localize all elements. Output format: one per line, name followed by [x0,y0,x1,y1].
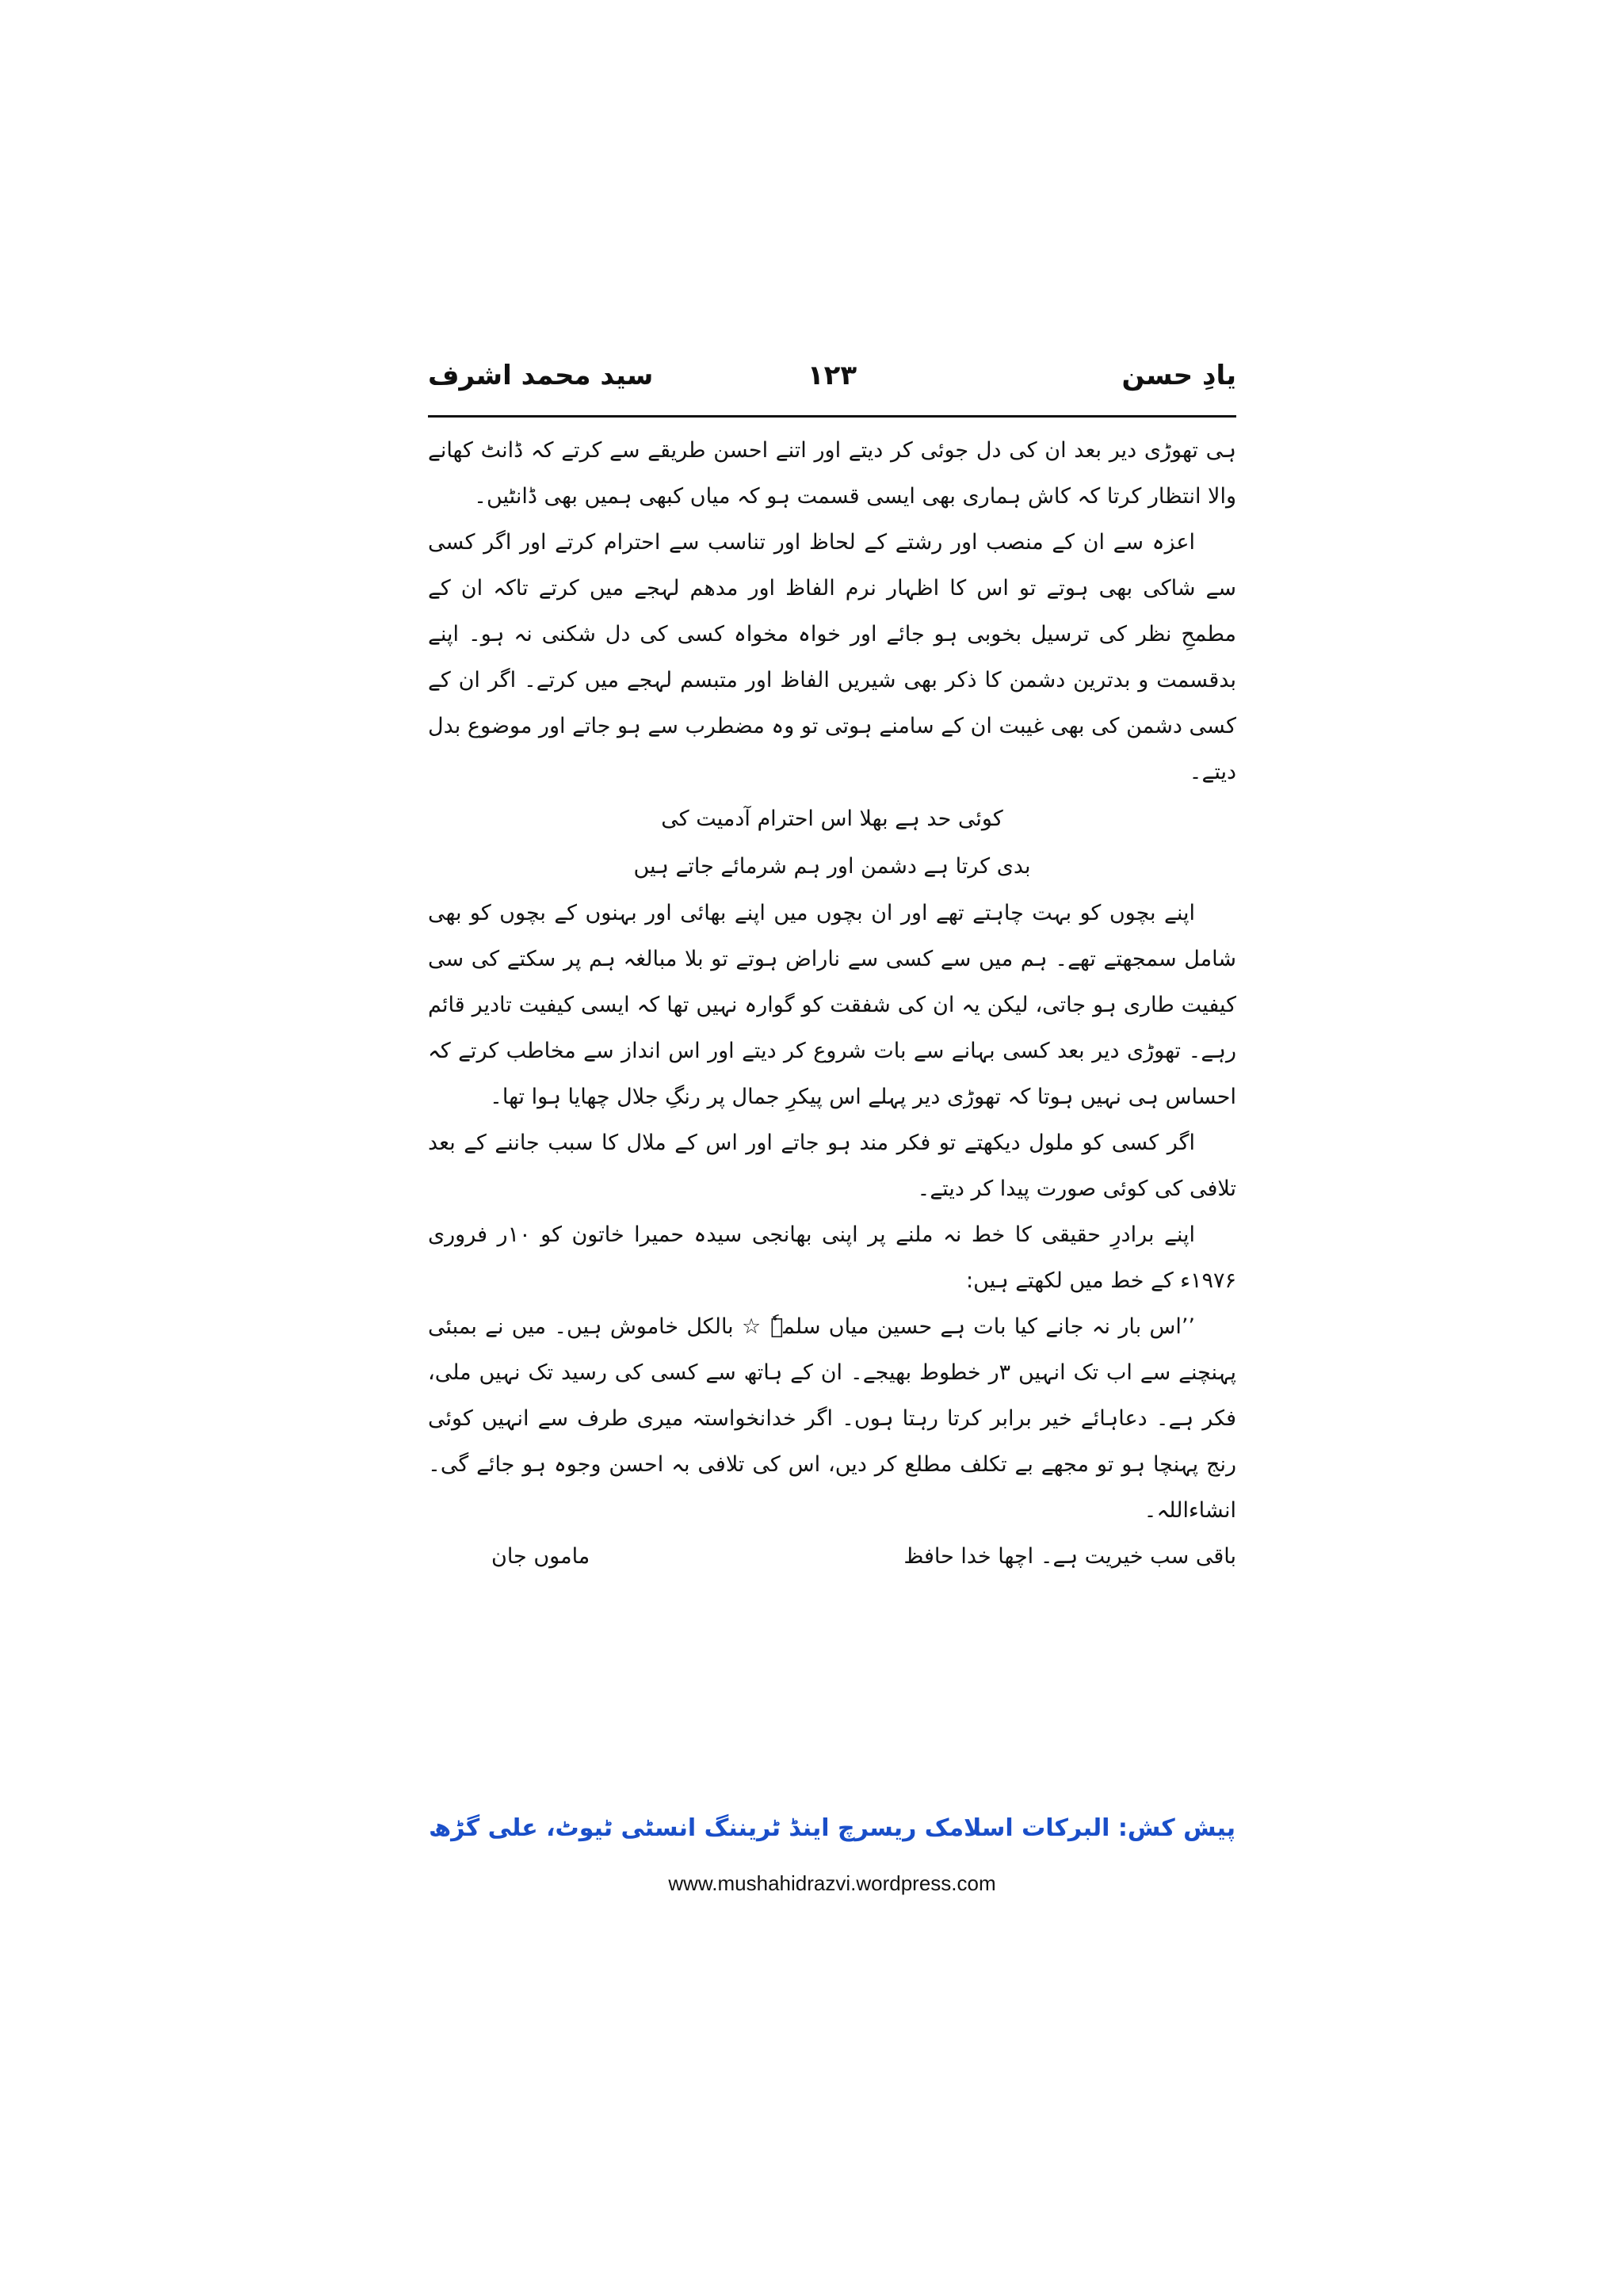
letter-text: ’’اس بار نہ جانے کیا بات ہے حسین میاں سلمہٗ ☆ بالکل خاموش ہیں۔ میں نے بمبئی پہنچنے سے اب تک انہیں ۳ر خطوط بھیجے۔ ان کے ہاتھ سے کسی کی رسید تک نہیں ملی، فکر ہے۔ دعاہائے خیر برابر کرتا رہتا ہوں۔ اگر خدانخواستہ میری طرف سے انہیں کوئی رنج پہنچا ہو تو مجھے بے تکلف مطلع کر دیں، اس کی تلافی بہ احسن وجوہ ہو جائے گی۔ انشاءاللہ۔ [428,1314,1237,1523]
verse-line: کوئی حد ہے بھلا اس احترام آدمیت کی [661,807,1003,831]
author-name: سید محمد اشرف [428,360,654,391]
page-number: ۱۲۳ [807,360,857,391]
publisher-credit: پیش کش: البرکات اسلامک ریسرچ اینڈ ٹریننگ انسٹی ٹیوٹ، علی گڑھ [428,1814,1236,1842]
letter-signoff [428,1534,1236,1580]
header-rule [428,415,1236,418]
website-url[interactable]: www.mushahidrazvi.wordpress.com [668,1871,996,1895]
paragraph: ہی تھوڑی دیر بعد ان کی دل جوئی کر دیتے اور اتنے احسن طریقے سے کرتے کہ ڈانٹ کھانے والا انتظار کرتا کہ کاش ہماری بھی ایسی قسمت ہو کہ میاں کبھی ہمیں بھی ڈانٹیں۔ [428,438,1236,509]
letter-signature: ماموں جان [491,1544,590,1569]
letter-closing: باقی سب خیریت ہے۔ اچھا خدا حافظ [903,1544,1236,1569]
paragraph: اپنے بچوں کو بہت چاہتے تھے اور ان بچوں میں اپنے بھائی اور بہنوں کے بچوں کو بھی شامل سمجھتے تھے۔ ہم میں سے کسی سے ناراض ہوتے تو بلا مبالغہ ہم پر سکتے کی سی کیفیت طاری ہو جاتی، لیکن یہ ان کی شفقت کو گوارہ نہیں تھا کہ ایسی کیفیت تادیر قائم رہے۔ تھوڑی دیر بعد کسی بہانے سے بات شروع کر دیتے اور اس انداز سے مخاطب کرتے کہ احساس ہی نہیں ہوتا کہ تھوڑی دیر پہلے اس پیکرِ جمال پر رنگِ جلال چھایا ہوا تھا۔ [428,901,1236,1109]
page-header [428,355,1236,412]
verse-couplet [428,795,1236,891]
quoted-letter [428,1304,1236,1580]
paragraph: اپنے برادرِ حقیقی کا خط نہ ملنے پر اپنی بھانجی سیدہ حمیرا خاتون کو ۱۰ر فروری ۱۹۷۶ء کے خط میں لکھتے ہیں: [428,1222,1236,1293]
paragraph: اگر کسی کو ملول دیکھتے تو فکر مند ہو جاتے اور اس کے ملال کا سبب جاننے کے بعد تلافی کی کوئی صورت پیدا کر دیتے۔ [428,1131,1236,1201]
paragraph: اعزہ سے ان کے منصب اور رشتے کے لحاظ اور تناسب سے احترام کرتے اور اگر کسی سے شاکی بھی ہوتے تو اس کا اظہار نرم الفاظ اور مدھم لہجے میں کرتے تاکہ ان کے مطمحِ نظر کی ترسیل بخوبی ہو جائے اور خواہ مخواہ کسی کی دل شکنی نہ ہو۔ اپنے بدقسمت و بدترین دشمن کا ذکر بھی شیریں الفاظ اور متبسم لہجے میں کرتے۔ اگر ان کے کسی دشمن کی بھی غیبت ان کے سامنے ہوتی تو وہ مضطرب سے ہو جاتے اور موضوع بدل دیتے۔ [428,530,1236,784]
verse-line: بدی کرتا ہے دشمن اور ہم شرمائے جاتے ہیں [633,854,1031,879]
body-text [428,428,1236,1580]
book-title: یادِ حسن [1121,360,1236,391]
